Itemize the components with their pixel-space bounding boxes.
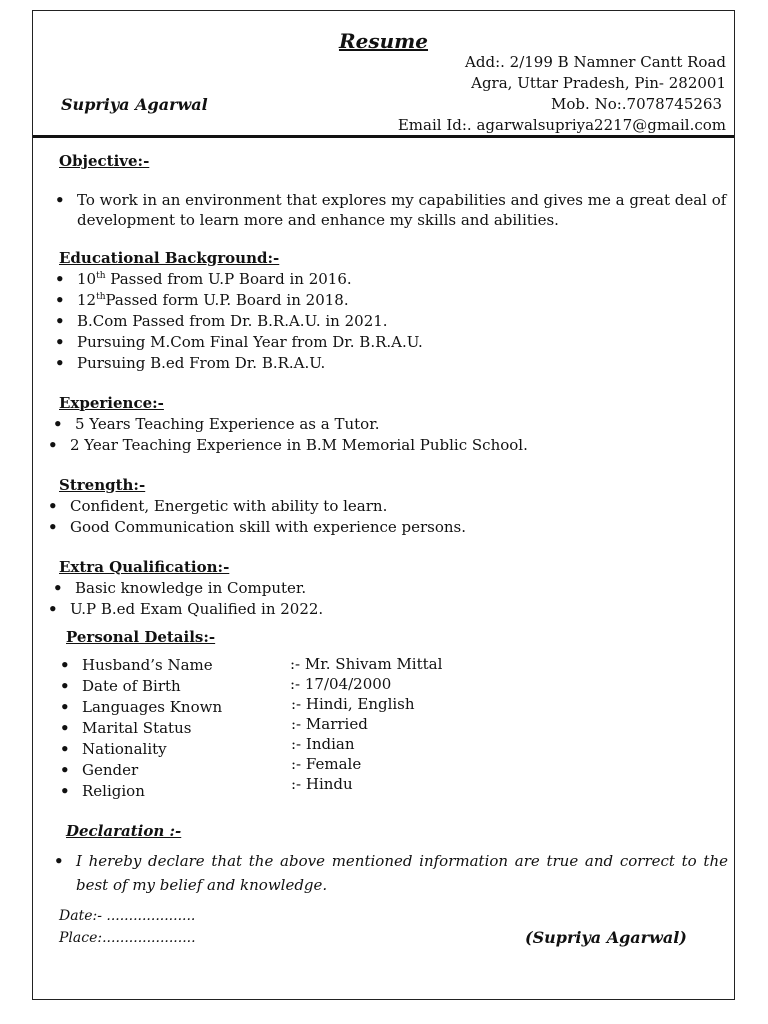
declaration-text: • I hereby declare that the above mentioned information are true and correct to the best of my belief and knowledge. (76, 849, 728, 897)
personal-label-languages: • Languages Known (82, 698, 222, 716)
objective-heading: Objective:- (59, 152, 150, 170)
extra-qualification-heading: Extra Qualification:- (59, 558, 230, 576)
mobile-number: Mob. No:.7078745263 (551, 95, 722, 113)
education-item: • 12thPassed form U.P. Board in 2018. (77, 291, 349, 309)
date-label: Date:- .................... (59, 908, 196, 924)
personal-label-husband: • Husband’s Name (82, 656, 213, 674)
personal-label-nationality: • Nationality (82, 740, 167, 758)
education-heading: Educational Background:- (59, 249, 280, 267)
email-address: Email Id:. agarwalsupriya2217@gmail.com (397, 116, 726, 134)
personal-value-marital: :- Married (291, 715, 368, 733)
personal-label-religion: • Religion (82, 782, 145, 800)
extra-qualification-item: • Basic knowledge in Computer. (75, 579, 306, 597)
personal-label-dob: • Date of Birth (82, 677, 181, 695)
address-line-1: Add:. 2/199 B Namner Cantt Road (465, 53, 726, 71)
personal-value-religion: :- Hindu (291, 775, 353, 793)
personal-label-marital: • Marital Status (82, 719, 191, 737)
address-line-2: Agra, Uttar Pradesh, Pin- 282001 (471, 74, 726, 92)
experience-item: • 5 Years Teaching Experience as a Tutor. (75, 415, 380, 433)
extra-qualification-item: • U.P B.ed Exam Qualified in 2022. (70, 600, 323, 618)
education-item: • 10th Passed from U.P Board in 2016. (77, 270, 352, 288)
header-divider (33, 135, 734, 138)
experience-heading: Experience:- (59, 394, 164, 412)
signature-name: (Supriya Agarwal) (525, 928, 687, 947)
personal-value-gender: :- Female (291, 755, 362, 773)
strength-heading: Strength:- (59, 476, 146, 494)
education-item: • B.Com Passed from Dr. B.R.A.U. in 2021. (77, 312, 388, 330)
place-label: Place:..................... (59, 930, 196, 946)
experience-item: • 2 Year Teaching Experience in B.M Memorial Public School. (70, 436, 528, 454)
personal-value-nationality: :- Indian (291, 735, 355, 753)
resume-title: Resume (338, 29, 429, 53)
education-item: • Pursuing B.ed From Dr. B.R.A.U. (77, 354, 325, 372)
candidate-name: Supriya Agarwal (61, 95, 208, 114)
resume-page (32, 10, 735, 1000)
personal-value-dob: :- 17/04/2000 (290, 675, 392, 693)
personal-value-languages: :- Hindi, English (291, 695, 415, 713)
education-item: • Pursuing M.Com Final Year from Dr. B.R.A.U. (77, 333, 423, 351)
strength-item: • Confident, Energetic with ability to learn. (70, 497, 387, 515)
personal-label-gender: • Gender (82, 761, 138, 779)
strength-item: • Good Communication skill with experience persons. (70, 518, 466, 536)
objective-text: • To work in an environment that explores my capabilities and gives me a great deal of development to learn more and enhance my skills and abilities. (77, 190, 727, 230)
declaration-heading: Declaration :- (66, 822, 182, 840)
personal-value-husband: :- Mr. Shivam Mittal (290, 655, 443, 673)
personal-details-heading: Personal Details:- (66, 628, 216, 646)
